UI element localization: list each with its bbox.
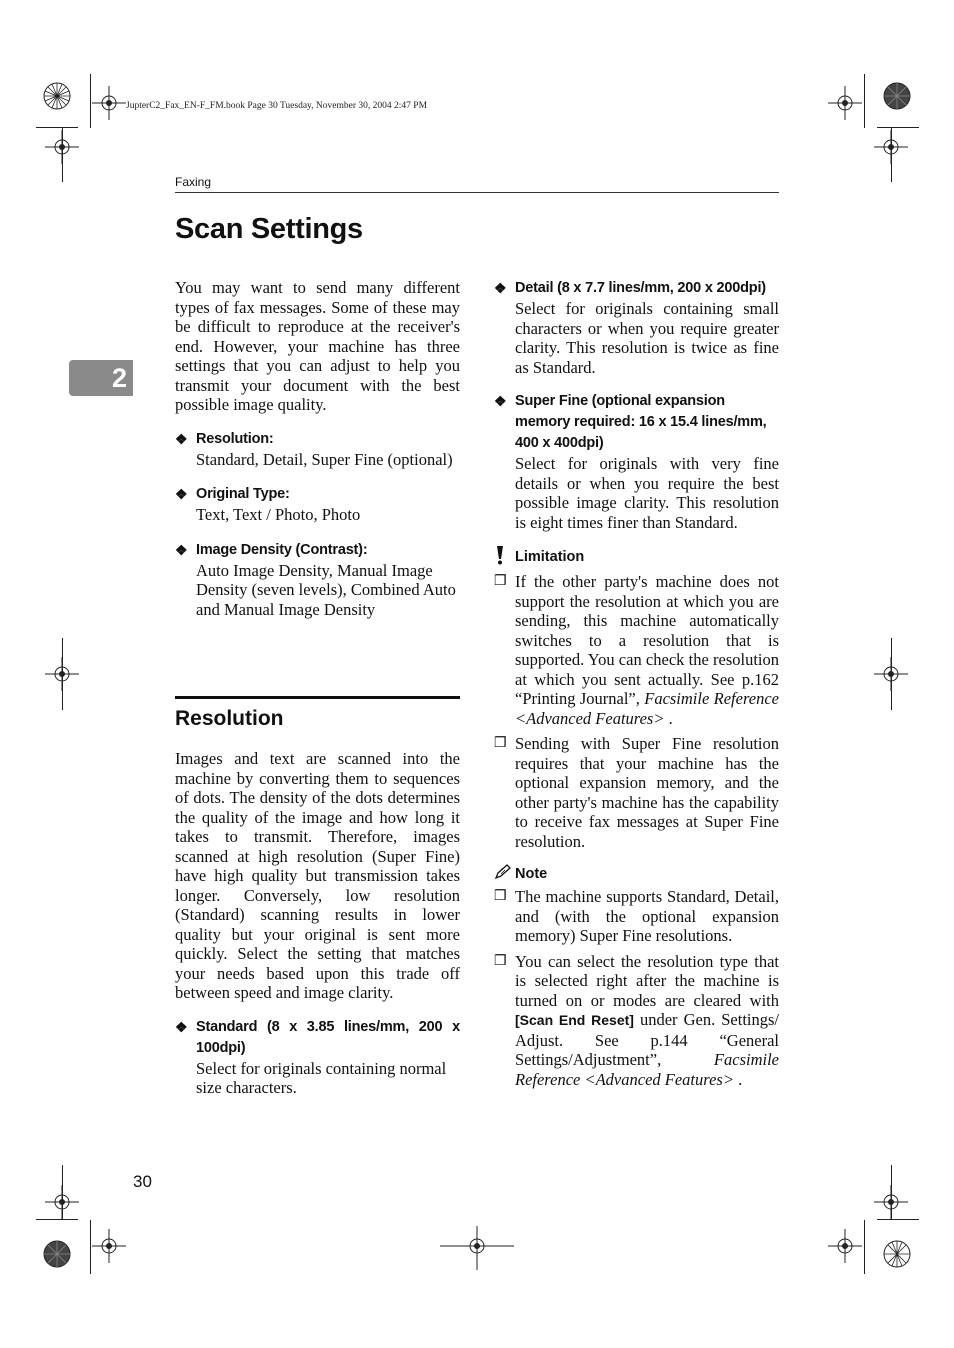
setting-heading: Image Density (Contrast):	[196, 541, 368, 558]
resolution-superfine	[494, 391, 779, 532]
resolution-standard	[175, 1017, 460, 1098]
diamond-bullet-icon: ❖	[494, 280, 507, 296]
note-heading	[494, 864, 779, 883]
registration-target-icon	[870, 74, 924, 118]
registration-target-icon	[870, 1232, 924, 1276]
standard-text: Select for originals containing normal size characters.	[196, 1058, 447, 1097]
page-number: 30	[133, 1172, 152, 1191]
intro-paragraph: You may want to send many different types of fax messages. Some of these may be difficult to reproduce at the receiver's end. However, your machine has three settings that you can adjust to help you transmit your document with the best possible image quality.	[175, 278, 460, 414]
note-text: The machine supports Standard, Detail, and (with the optional expansion memory) Super Fine resolutions.	[515, 887, 779, 945]
standard-heading: Standard (8 x 3.85 lines/mm, 200 x 100dpi)	[196, 1018, 460, 1056]
limitation-text: If the other party's machine does not support the resolution at which you are sending, this machine automatically switches to a resolution that is supported. You can check the resolution at which you sent actually. See p.162 “Printing Journal”,	[515, 572, 779, 708]
setting-resolution	[175, 429, 460, 470]
section-rule	[175, 696, 460, 699]
crosshair-icon	[45, 130, 79, 164]
right-column	[494, 278, 779, 1089]
setting-image-density	[175, 540, 460, 620]
setting-text: Standard, Detail, Super Fine (optional)	[196, 449, 453, 469]
limitation-label: Limitation	[515, 548, 585, 565]
setting-original-type	[175, 484, 460, 525]
superfine-text: Select for originals with very fine details or when you require the best possible image clarity. This resolution is eight times finer than Standard.	[515, 454, 779, 532]
superfine-heading: Super Fine (optional expansion memory required: 16 x 15.4 lines/mm, 400 x 400dpi)	[515, 393, 767, 451]
checkbox-bullet-icon: ❒	[494, 953, 507, 969]
note-text-end: .	[733, 1069, 743, 1089]
pencil-icon	[494, 864, 515, 883]
crosshair-icon	[874, 657, 908, 691]
left-column-lower	[175, 749, 460, 1098]
crosshair-icon	[828, 1229, 862, 1263]
left-column	[175, 278, 460, 619]
setting-text: Text, Text / Photo, Photo	[196, 505, 361, 524]
diamond-bullet-icon: ❖	[494, 393, 507, 409]
header-rule	[175, 192, 779, 193]
reference-link[interactable]: Facsimile Reference <Advanced Features>	[515, 1050, 779, 1089]
scan-end-reset-key: [Scan End Reset]	[515, 1012, 634, 1028]
section-heading-resolution: Resolution	[175, 707, 284, 730]
setting-heading: Original Type:	[196, 486, 290, 502]
diamond-bullet-icon: ❖	[175, 486, 188, 502]
crosshair-icon	[440, 1226, 514, 1270]
resolution-detail	[494, 278, 779, 377]
limitation-text-end: .	[664, 708, 673, 728]
exclamation-icon	[494, 545, 515, 568]
note-text: You can select the resolution type that is selected right after the machine is turned on or modes are cleared with	[515, 951, 779, 1010]
diamond-bullet-icon: ❖	[175, 1018, 188, 1035]
section-label: Faxing	[175, 175, 212, 189]
setting-text: Auto Image Density, Manual Image Density (seven levels), Combined Auto and Manual Image Density	[196, 560, 456, 619]
registration-target-icon	[30, 74, 84, 118]
checkbox-bullet-icon: ❒	[494, 889, 507, 904]
limitation-item	[494, 572, 779, 728]
checkbox-bullet-icon: ❒	[494, 736, 507, 751]
limitation-item	[494, 734, 779, 851]
diamond-bullet-icon: ❖	[175, 430, 188, 447]
crosshair-icon	[92, 86, 126, 120]
note-item	[494, 887, 779, 946]
note-label: Note	[515, 865, 548, 882]
limitation-heading	[494, 545, 779, 568]
resolution-paragraph: Images and text are scanned into the machine by converting them to sequences of dots. The density of the dots determines the quality of the image and how long it takes to transmit. Therefore, images scanned at high resolution (Super Fine) have high quality but transmission takes longer. Conversely, low resolution (Standard) scanning results in lower quality but your original is sent more quickly. Select the setting that matches your needs based upon this trade off between speed and image clarity.	[175, 749, 460, 1002]
page-title: Scan Settings	[175, 213, 363, 245]
detail-text: Select for originals containing small characters or when you require greater clarity. This resolution is twice as fine as Standard.	[515, 299, 779, 377]
chapter-tab: 2	[69, 360, 133, 396]
setting-heading: Resolution:	[196, 430, 274, 447]
crosshair-icon	[45, 1185, 79, 1219]
registration-target-icon	[30, 1232, 84, 1276]
checkbox-bullet-icon: ❒	[494, 574, 507, 589]
note-text-cont: under Gen. Settings/ Adjust. See p.144 “General Settings/Adjustment”,	[515, 1010, 779, 1069]
crosshair-icon	[828, 86, 862, 120]
crosshair-icon	[45, 657, 79, 691]
note-item	[494, 952, 779, 1090]
crosshair-icon	[92, 1229, 126, 1263]
detail-heading: Detail (8 x 7.7 lines/mm, 200 x 200dpi)	[515, 280, 766, 296]
limitation-text: Sending with Super Fine resolution requires that your machine has the optional expansion memory, and the other party's machine has the capability to receive fax messages at Super Fine resolution.	[515, 734, 779, 851]
crosshair-icon	[874, 130, 908, 164]
diamond-bullet-icon: ❖	[175, 541, 188, 558]
book-meta: JupterC2_Fax_EN-F_FM.book Page 30 Tuesday, November 30, 2004 2:47 PM	[126, 101, 428, 111]
crosshair-icon	[874, 1185, 908, 1219]
reference-link[interactable]: Facsimile Reference <Advanced Features>	[515, 689, 779, 728]
